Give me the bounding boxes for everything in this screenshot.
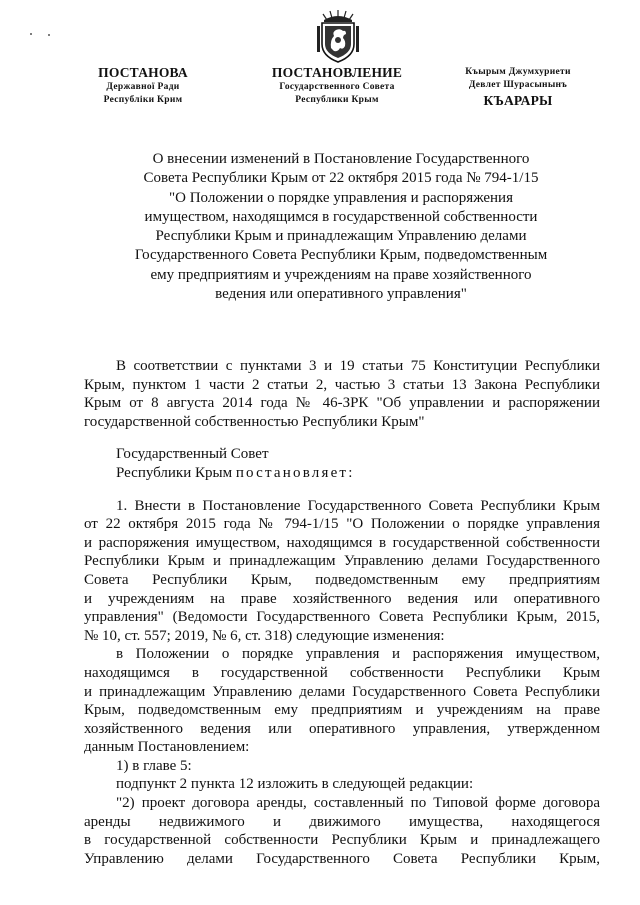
sub-line: 1) в главе 5: [116,757,192,774]
item1-line: № 10, ст. 557; 2019, № 6, ст. 318) следующие изменения: [84,627,445,644]
quote-line: в государственной собственности Республики Крым и принадлежащего [84,832,600,849]
title-line: Государственного Совета Республики Крым, подведомственным [134,247,548,264]
header-tatar-line1: Къырым Джумхуриети [465,67,571,77]
header-ukrainian [68,65,218,107]
para2-line: данным Постановлением: [84,739,250,756]
header-russian-title: ПОСТАНОВЛЕНИЕ [271,65,403,80]
document-title [118,150,564,304]
para2-line: хозяйственного ведения или оперативного управления, утвержденном [84,720,600,737]
para2-line: Крым, подведомственным ему предприятиям и учреждениям на праве [84,702,600,719]
preamble-line: В соответствии с пунктами 3 и 19 статьи 75 Конституции Республики [116,358,600,374]
quote-line: Управлению делами Государственного Совета Республики Крым, [84,850,600,867]
title-line: "О Положении о порядке управления и распоряжения [169,189,513,206]
item1-line: и распоряжения имуществом, находящимся в государственной собственности [84,534,600,551]
title-line: ведения или оперативного управления" [215,286,467,303]
council-line2-prefix: Республики Крым [116,464,233,481]
sub-line: подпункт 2 пункта 12 изложить в следующей редакции: [116,776,474,793]
scan-speck [30,33,32,35]
quote-line: "2) проект договора аренды, составленный по Типовой форме договора [116,795,600,812]
council-line1: Государственный Совет [116,446,269,463]
header-russian-line2: Республики Крым [295,95,379,105]
item1-line: и учреждениям на праве хозяйственного ведения или оперативного [84,590,600,607]
header-tatar-line2: Девлет Шурасынынъ [468,80,568,90]
item1-line: Республики Крым и принадлежащим Управлению делами Государственного [84,553,600,570]
document-body [84,357,600,868]
item1-line: от 22 октября 2015 года № 794-1/15 "О Положении о порядке управления [84,516,600,533]
para2-line: в Положении о порядке управления и распоряжения имуществом, [116,646,600,663]
header-tatar-title: КЪАРАРЫ [483,93,553,108]
para2-line: и принадлежащим Управлению делами Государственного Совета Республики [84,683,600,700]
item1-line: управления" (Ведомости Государственного Совета Республики Крым, 2015, [84,609,600,626]
header-crimean-tatar [438,66,598,109]
preamble-line: Крым от 8 августа 2014 года № 46-ЗРК "Об управлении и распоряжении [84,395,600,412]
title-line: Совета Республики Крым от 22 октября 2015 года № 794-1/15 [143,170,539,187]
council-line2 [84,464,600,483]
item1-line: Совета Республики Крым, подведомственным ему предприятиям [84,571,600,588]
title-line: имуществом, находящимся в государственной собственности [144,208,538,225]
scan-speck [48,34,50,36]
council-resolves: постановляет: [235,464,355,481]
preamble-line: Крым, пунктом 1 части 2 статьи 2, частью 3 статьи 13 Закона Республики [84,376,600,393]
item1-line: 1. Внести в Постановление Государственного Совета Республики Крым [116,497,600,514]
header-russian-line1: Государственного Совета [279,82,395,92]
header-ukrainian-line2: Республіки Крим [103,95,183,105]
header-russian [252,65,422,107]
quote-line: аренды недвижимого и движимого имущества, находящегося [84,813,600,830]
title-line: Республики Крым и принадлежащим Управлению делами [155,228,527,245]
para2-line: находящимся в государственной собственности Республики Крым [84,664,600,681]
title-line: О внесении изменений в Постановление Государственного [152,151,530,167]
header-ukrainian-line1: Державної Ради [106,82,180,92]
header-ukrainian-title: ПОСТАНОВА [98,65,188,80]
crimea-coat-of-arms-icon [316,8,360,64]
preamble-line: государственной собственностью Республики Крым" [84,413,425,430]
title-line: ему предприятиям и учреждениям на праве хозяйственного [150,266,532,283]
